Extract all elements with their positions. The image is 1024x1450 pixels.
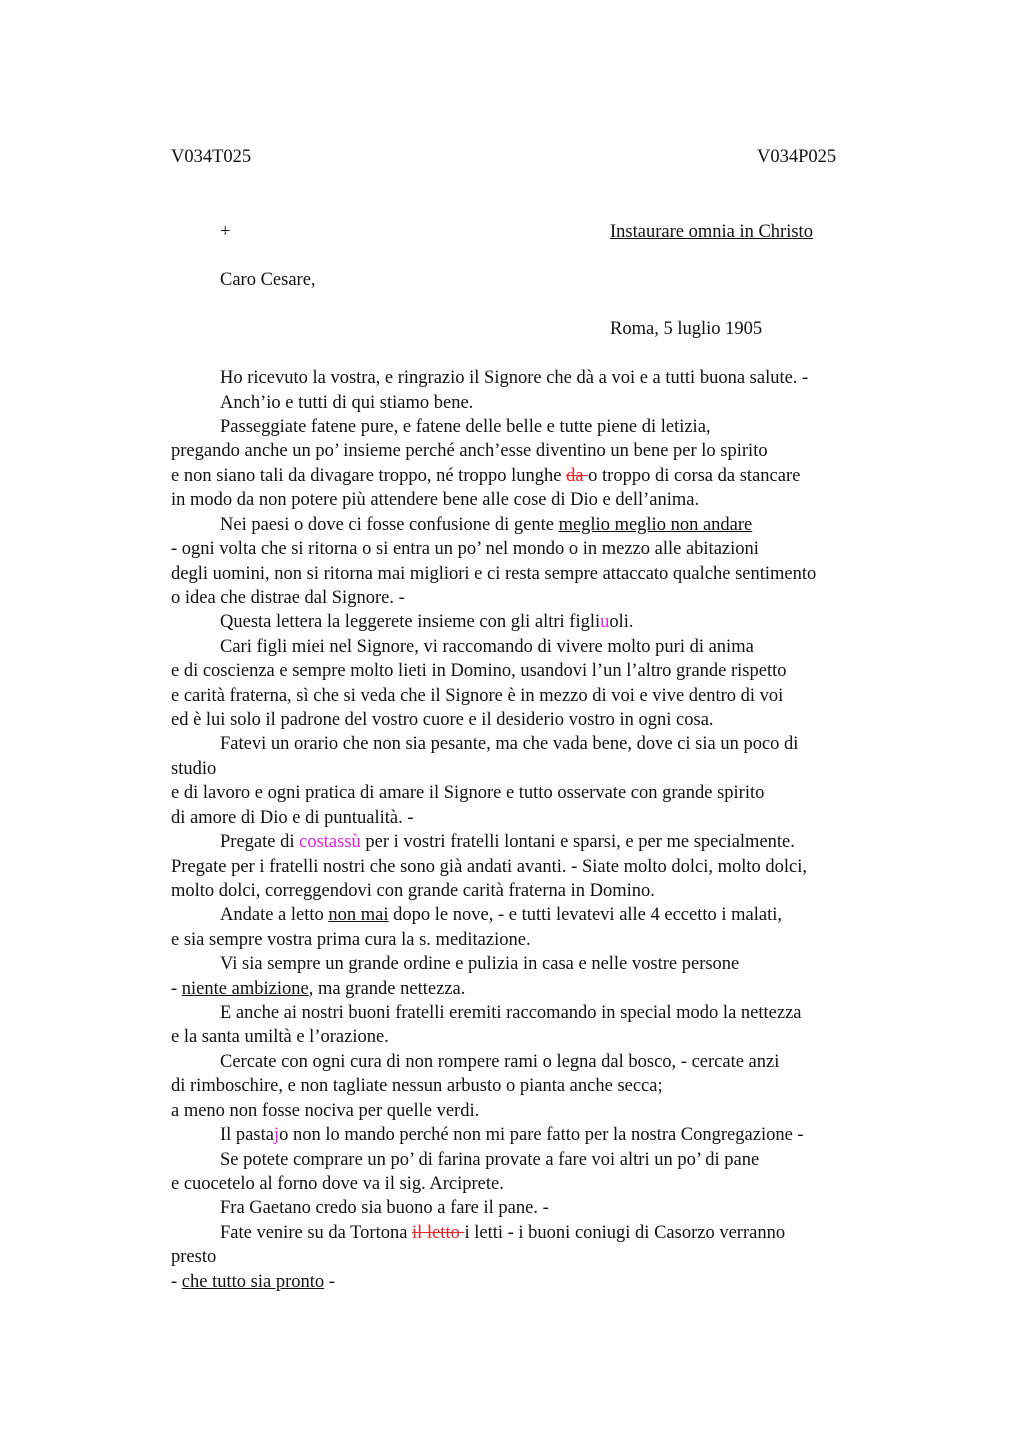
motto: Instaurare omnia in Christo [610,222,813,242]
body-line: e carità fraterna, sì che si veda che il Signore è in mezzo di voi e vive dentro di voi [171,686,784,706]
body-line: Ho ricevuto la vostra, e ringrazio il Signore che dà a voi e a tutti buona salute. - [220,368,809,388]
body-line: presto [171,1247,217,1267]
body-line: Passeggiate fatene pure, e fatene delle belle e tutte piene di letizia, [220,417,711,437]
body-line: - niente ambizione, ma grande nettezza. [171,979,466,999]
body-line: ed è lui solo il padrone del vostro cuore e il desiderio vostro in ogni cosa. [171,710,714,730]
body-line: Andate a letto non mai dopo le nove, - e tutti levatevi alle 4 eccetto i malati, [220,905,783,925]
body-line: Vi sia sempre un grande ordine e pulizia in casa e nelle vostre persone [220,954,740,974]
body-line: Anch’io e tutti di qui stiamo bene. [220,393,474,413]
body-line: Fatevi un orario che non sia pesante, ma che vada bene, dove ci sia un poco di [220,734,799,754]
body-line: Cari figli miei nel Signore, vi raccomando di vivere molto puri di anima [220,637,754,657]
editorial-mark: j [273,1125,280,1145]
body-line: Pregate di costassù per i vostri fratelli lontani e sparsi, e per me specialmente. [220,832,795,852]
body-line: di rimboschire, e non tagliate nessun arbusto o pianta anche secca; [171,1076,663,1096]
place-date: Roma, 5 luglio 1905 [610,319,763,339]
body-line: a meno non fosse nociva per quelle verdi. [171,1101,480,1121]
header-left-code: V034T025 [171,147,252,167]
body-line: Questa lettera la leggerete insieme con gli altri figliuoli. [220,612,634,632]
body-line: e la santa umiltà e l’orazione. [171,1027,389,1047]
body-line: molto dolci, correggendovi con grande carità fraterna in Domino. [171,881,655,901]
body-line: - che tutto sia pronto - [171,1272,335,1292]
deleted-text: da [566,466,589,486]
body-line: Se potete comprare un po’ di farina provate a fare voi altri un po’ di pane [220,1150,760,1170]
underlined-text: non mai [328,905,389,925]
body-line: degli uomini, non si ritorna mai migliori e ci resta sempre attaccato qualche sentimento [171,564,817,584]
editorial-mark: costassù [299,832,361,852]
salutation: Caro Cesare, [220,270,316,290]
header-right-code: V034P025 [757,147,837,167]
body-line: e sia sempre vostra prima cura la s. meditazione. [171,930,531,950]
deleted-text: il letto [412,1223,465,1243]
body-line: Il pastajo non lo mando perché non mi pare fatto per la nostra Congregazione - [220,1125,804,1145]
body-line: in modo da non potere più attendere bene alle cose di Dio e dell’anima. [171,490,700,510]
body-line: Fra Gaetano credo sia buono a fare il pane. - [220,1198,549,1218]
body-line: e di coscienza e sempre molto lieti in Domino, usandovi l’un l’altro grande rispetto [171,661,787,681]
body-line: pregando anche un po’ insieme perché anch’esse diventino un bene per lo spirito [171,441,768,461]
body-line: e non siano tali da divagare troppo, né troppo lunghe da o troppo di corsa da stancare [171,466,801,486]
body-line: Nei paesi o dove ci fosse confusione di gente meglio meglio non andare [220,515,753,535]
cross-symbol: + [220,222,231,242]
underlined-text: niente ambizione [181,979,309,999]
body-line: e cuocetelo al forno dove va il sig. Arciprete. [171,1174,504,1194]
body-line: - ogni volta che si ritorna o si entra un po’ nel mondo o in mezzo alle abitazioni [171,539,759,559]
body-line: studio [171,759,217,779]
body-line: o idea che distrae dal Signore. - [171,588,405,608]
editorial-mark: u [600,612,610,632]
body-line: di amore di Dio e di puntualità. - [171,808,414,828]
body-line: E anche ai nostri buoni fratelli eremiti raccomando in special modo la nettezza [220,1003,802,1023]
body-line: Pregate per i fratelli nostri che sono già andati avanti. - Siate molto dolci, molto dolci, [171,857,808,877]
underlined-text: meglio meglio non andare [558,515,753,535]
body-line: e di lavoro e ogni pratica di amare il Signore e tutto osservate con grande spirito [171,783,765,803]
underlined-text: che tutto sia pronto [181,1272,325,1292]
body-line: Cercate con ogni cura di non rompere rami o legna dal bosco, - cercate anzi [220,1052,780,1072]
body-line: Fate venire su da Tortona il letto i letti - i buoni coniugi di Casorzo verranno [220,1223,786,1243]
